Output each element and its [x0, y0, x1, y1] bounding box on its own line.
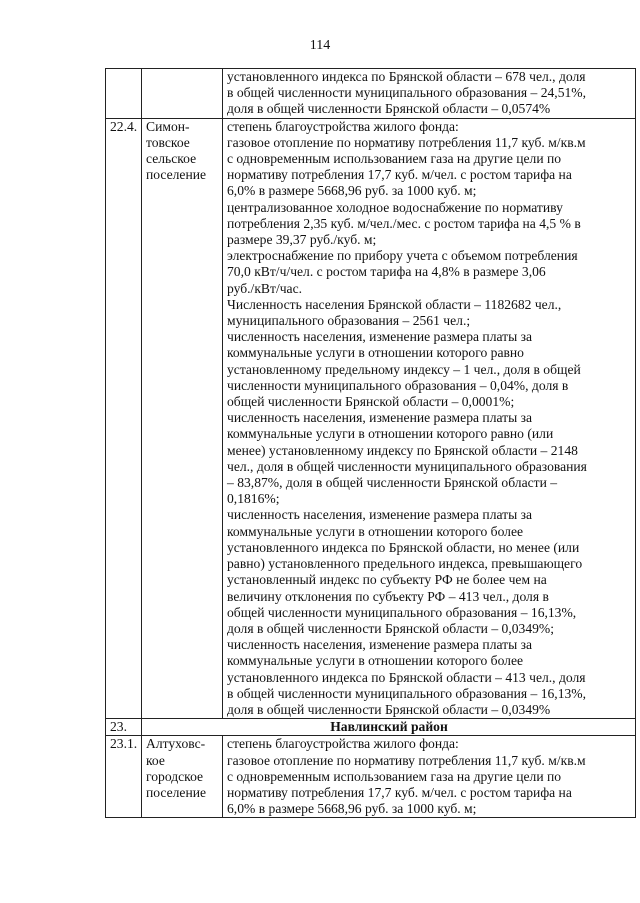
text-line: товское — [146, 134, 190, 150]
district-number: 23. — [106, 719, 142, 736]
table-row — [106, 118, 636, 719]
settlement-name — [142, 118, 223, 719]
text-line: менее) установленному индексу по Брянской области – 2148 — [227, 442, 578, 458]
text-line: 6,0% в размере 5668,96 руб. за 1000 куб. м; — [227, 183, 477, 199]
text-line: поселение — [146, 784, 207, 800]
text-line: величину отклонения по субъекту РФ – 413 чел., доля в — [227, 588, 549, 604]
text-line: сельское — [146, 151, 197, 167]
row-description — [223, 69, 636, 119]
text-line: размере 39,37 руб./куб. м; — [227, 232, 377, 248]
table-row — [106, 69, 636, 119]
text-line: степень благоустройства жилого фонда: — [227, 736, 459, 752]
page-number: 114 — [309, 38, 331, 53]
text-line: численность населения, изменение размера платы за — [227, 507, 533, 523]
text-line: установленному предельному индексу – 1 чел., доля в общей — [227, 361, 581, 377]
text-line: потребления 2,35 куб. м/чел./мес. с ростом тарифа на 4,5 % в — [227, 215, 581, 231]
text-line: установленного индекса по Брянской области – 678 чел., доля — [227, 69, 586, 84]
text-line: численности муниципального образования – 0,04%, доля в — [227, 377, 569, 393]
text-line: установленный индекс по субъекту РФ не более чем на — [227, 572, 547, 588]
text-line: поселение — [146, 167, 207, 183]
text-line: с одновременным использованием газа на другие цели по — [227, 151, 562, 167]
text-line: нормативу потребления 17,7 куб. м/чел. с ростом тарифа на — [227, 167, 572, 183]
text-line: общей численности муниципального образования – 16,13%, — [227, 604, 577, 620]
row-number: 22.4. — [106, 118, 142, 719]
district-row — [106, 719, 636, 736]
text-line: газовое отопление по нормативу потребления 11,7 куб. м/кв.м — [227, 134, 586, 150]
text-line: – 83,87%, доля в общей численности Брянской области – — [227, 475, 558, 491]
text-line: коммунальные услуги в отношении которого равно — [227, 345, 524, 361]
text-line: доля в общей численности Брянской области – 0,0349% — [227, 701, 551, 717]
text-line: степень благоустройства жилого фонда: — [227, 118, 459, 134]
text-line: 70,0 кВт/ч/чел. с ростом тарифа на 4,8% в размере 3,06 — [227, 264, 546, 280]
row-number — [106, 69, 142, 119]
tariff-table — [105, 68, 636, 818]
text-line: коммунальные услуги в отношении которого равно (или — [227, 426, 554, 442]
text-line: руб./кВт/час. — [227, 280, 303, 296]
row-description — [223, 118, 636, 719]
text-line: доля в общей численности Брянской области – 0,0349%; — [227, 620, 555, 636]
settlement-name — [142, 736, 223, 818]
text-line: Алтуховс- — [146, 736, 206, 752]
text-line: Численность населения Брянской области – 1182682 чел., — [227, 296, 562, 312]
settlement-name — [142, 69, 223, 119]
district-title: Навлинский район — [142, 719, 636, 736]
text-line: численность населения, изменение размера платы за — [227, 637, 533, 653]
table-row — [106, 736, 636, 818]
text-line: Симон- — [146, 118, 190, 134]
text-line: общей численности Брянской области – 0,0001%; — [227, 394, 515, 410]
text-line: электроснабжение по прибору учета с объемом потребления — [227, 248, 578, 264]
text-line: численность населения, изменение размера платы за — [227, 329, 533, 345]
text-line: 0,1816%; — [227, 491, 280, 507]
row-number: 23.1. — [106, 736, 142, 818]
text-line: с одновременным использованием газа на другие цели по — [227, 768, 562, 784]
text-line: кое — [146, 752, 165, 768]
text-line: в общей численности муниципального образования – 16,13%, — [227, 685, 587, 701]
text-line: централизованное холодное водоснабжение по нормативу — [227, 199, 563, 215]
text-line: 6,0% в размере 5668,96 руб. за 1000 куб. м; — [227, 801, 477, 817]
text-line: в общей численности муниципального образования – 24,51%, — [227, 85, 587, 101]
text-line: коммунальные услуги в отношении которого более — [227, 523, 524, 539]
text-line: газовое отопление по нормативу потребления 11,7 куб. м/кв.м — [227, 752, 586, 768]
text-line: чел., доля в общей численности муниципального образования — [227, 458, 587, 474]
text-line: доля в общей численности Брянской области – 0,0574% — [227, 101, 551, 117]
text-line: равно) установленного предельного индекса, превышающего — [227, 556, 583, 572]
text-line: установленного индекса по Брянской области – 413 чел., доля — [227, 669, 586, 685]
text-line: нормативу потребления 17,7 куб. м/чел. с ростом тарифа на — [227, 784, 572, 800]
text-line: установленного индекса по Брянской области, но менее (или — [227, 539, 580, 555]
text-line: городское — [146, 768, 204, 784]
row-description — [223, 736, 636, 818]
text-line: численность населения, изменение размера платы за — [227, 410, 533, 426]
text-line: коммунальные услуги в отношении которого более — [227, 653, 524, 669]
text-line: муниципального образования – 2561 чел.; — [227, 313, 471, 329]
